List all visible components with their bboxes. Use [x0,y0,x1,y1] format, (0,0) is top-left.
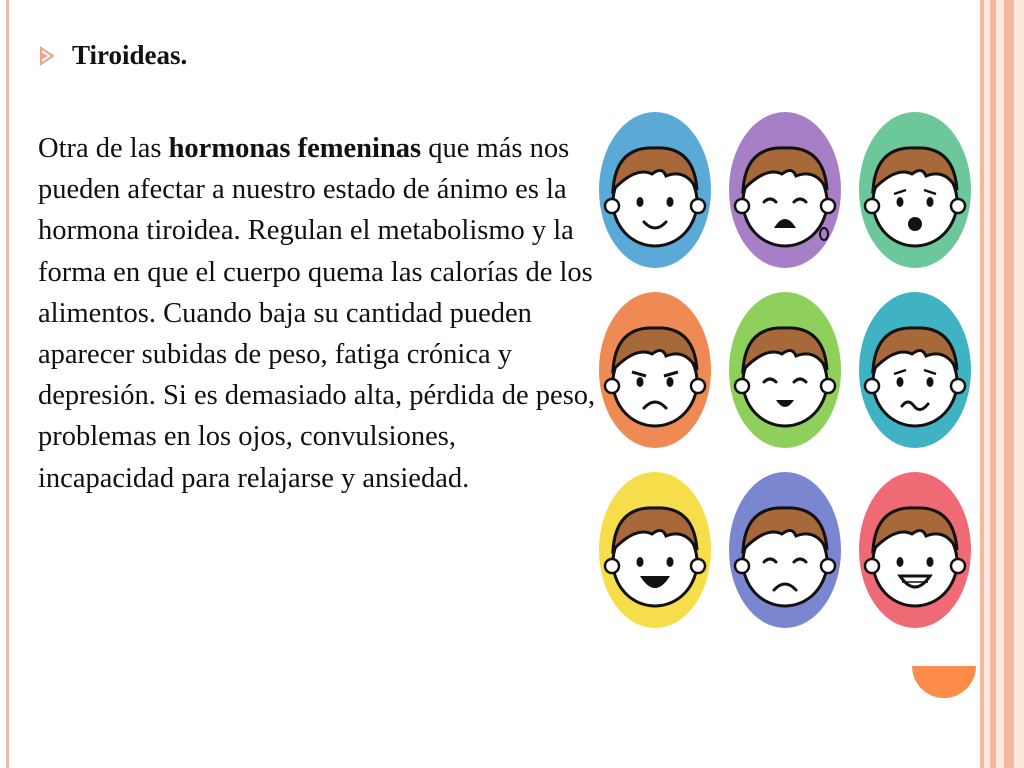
face-laughing-icon [596,470,714,630]
face-worried-icon [856,290,974,450]
face-surprised-icon [856,110,974,270]
face-sad [726,470,844,630]
emotion-faces-image [596,110,976,660]
face-surprised [856,110,974,270]
face-angry [596,290,714,450]
face-worried [856,290,974,450]
face-crying [726,110,844,270]
paragraph-text: que más nos pueden afectar a nuestro estado de ánimo es la hormona tiroidea. Regulan el metabolismo y la forma en que el cuerpo quema las calorías de los alimentos. Cuando baja su cantidad pueden aparecer subidas de peso, fatiga crónica y depresión. Si es demasiado alta, pérdida de peso, problemas en los ojos, convulsiones, incapacidad para relajarse y ansiedad. [38,133,596,494]
face-crying-icon [726,110,844,270]
body-paragraph [38,128,598,499]
paragraph-bold-text: hormonas femeninas [168,133,422,164]
heading-text: Tiroideas. [72,40,188,70]
right-stripe [980,0,984,768]
orange-semicircle-decoration [912,666,976,702]
right-stripe [990,0,996,768]
arrow-bullet-icon [38,46,58,66]
face-happy-icon [596,110,714,270]
face-grinning-icon [856,470,974,630]
face-giggling-icon [726,290,844,450]
right-stripe-decoration [980,0,1024,768]
face-angry-icon [596,290,714,450]
face-happy [596,110,714,270]
face-sad-icon [726,470,844,630]
slide-heading [38,40,187,71]
left-border-decoration [6,0,9,768]
face-giggling [726,290,844,450]
face-laughing [596,470,714,630]
face-grinning [856,470,974,630]
right-stripe [1004,0,1014,768]
paragraph-text: Otra de las [38,133,169,164]
